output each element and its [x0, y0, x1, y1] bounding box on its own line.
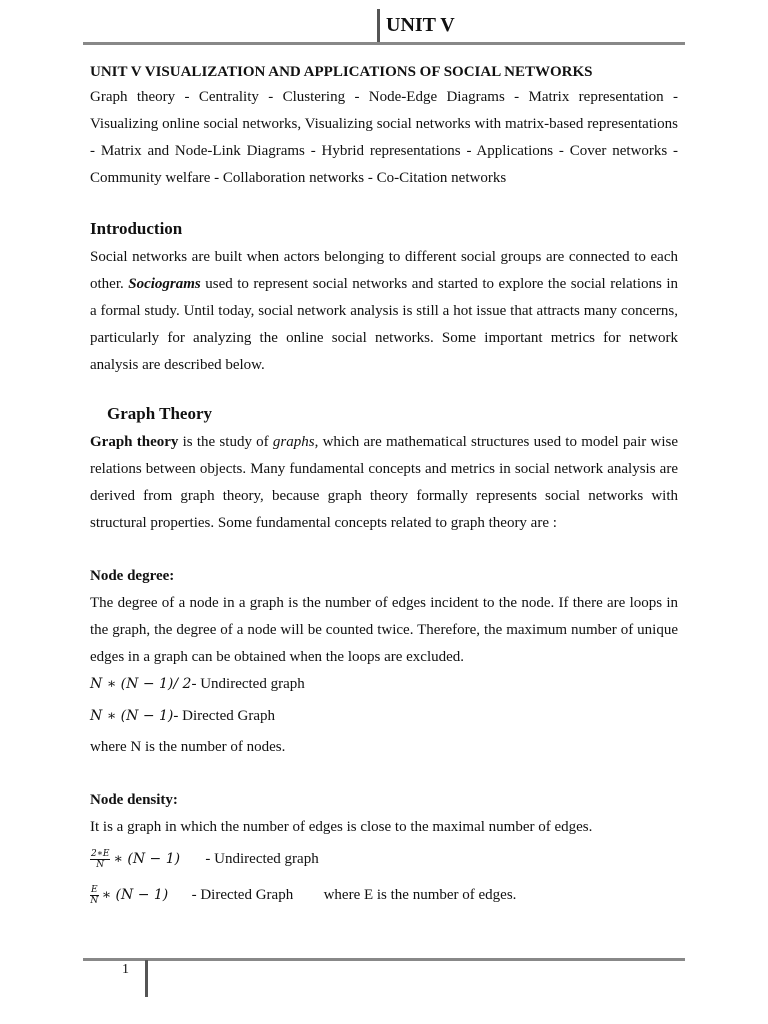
- introduction-paragraph: [90, 244, 678, 379]
- density-directed-label: - Directed Graph: [191, 886, 294, 903]
- syllabus-text: Graph theory - Centrality - Clustering - Node-Edge Diagrams - Matrix representation - Visualizing online social networks, Visualizing social networks with matrix-based representations - Matrix and Node-Link Diagrams - Hybrid representations - Applications - Cover networks - Community welfare - Collaboration networks - Co-Citation networks: [90, 89, 678, 186]
- node-degree-heading: Node degree:: [90, 568, 175, 584]
- graphs-term: graphs: [272, 434, 315, 450]
- graph-theory-term: Graph theory: [90, 434, 179, 450]
- header-unit-label: UNIT V: [386, 14, 455, 36]
- formula-directed-degree: [90, 698, 678, 734]
- header-divider-vertical: [377, 9, 380, 44]
- density-directed-expression: ∗ (N − 1): [101, 886, 169, 903]
- formula-undirected-expression: N ∗ (N − 1)/ 2: [90, 676, 192, 692]
- edge-count-note: where E is the number of edges.: [323, 886, 517, 903]
- formula-undirected-label: - Undirected graph: [191, 676, 305, 692]
- formula-undirected-degree: [90, 671, 678, 698]
- graph-theory-text-end: , which are mathematical structures used to model pair wise relations between objects. Many fundamental concepts and metrics in social network analysis are derived from graph theory, because graph theory formally represents social networks with structural properties. Some fundamental concepts related to graph theory are :: [90, 434, 678, 531]
- density-undirected-expression: ∗ (N − 1): [113, 850, 181, 867]
- footer-divider-vertical: [145, 960, 148, 997]
- introduction-heading: Introduction: [90, 219, 183, 238]
- node-density-paragraph: It is a graph in which the number of edges is close to the maximal number of edges.: [90, 819, 593, 835]
- formula-undirected-density: [90, 841, 678, 877]
- graph-theory-paragraph: [90, 429, 678, 537]
- page-content: [90, 60, 678, 913]
- formula-directed-expression: N ∗ (N − 1): [90, 707, 174, 724]
- node-density-heading: Node density:: [90, 792, 178, 808]
- intro-text-end: used to represent social networks and started to explore the social relations in a formal study. Until today, social network analysis is still a hot issue that attracts many concerns, particularly for analyzing the online social networks. Some important metrics for network analysis are described below.: [90, 276, 679, 373]
- sociograms-term: Sociograms: [128, 276, 201, 292]
- graph-theory-text-mid: is the study of: [178, 434, 273, 450]
- density-fraction-undirected: $\frac{2∗E}{N}$: [91, 848, 110, 870]
- intro-text-start: Social networks are built when actors belonging to different social groups are connected to each other.: [90, 249, 678, 292]
- header-rule: [83, 42, 685, 45]
- formula-directed-density: [90, 877, 678, 913]
- graph-theory-heading: Graph Theory: [107, 404, 213, 423]
- footer-rule: [83, 958, 685, 961]
- density-fraction-directed: $\frac{E}{N}$: [90, 884, 99, 906]
- formula-directed-label: - Directed Graph: [173, 707, 276, 724]
- unit-title: UNIT V VISUALIZATION AND APPLICATIONS OF SOCIAL NETWORKS: [90, 64, 593, 80]
- node-count-note: where N is the number of nodes.: [90, 739, 286, 755]
- density-undirected-label: - Undirected graph: [205, 850, 319, 867]
- node-degree-paragraph: The degree of a node in a graph is the number of edges incident to the node. If there are loops in the graph, the degree of a node will be counted twice. Therefore, the maximum number of unique edges in a graph can be obtained when the loops are excluded.: [90, 595, 678, 665]
- page-number: 1: [122, 962, 129, 977]
